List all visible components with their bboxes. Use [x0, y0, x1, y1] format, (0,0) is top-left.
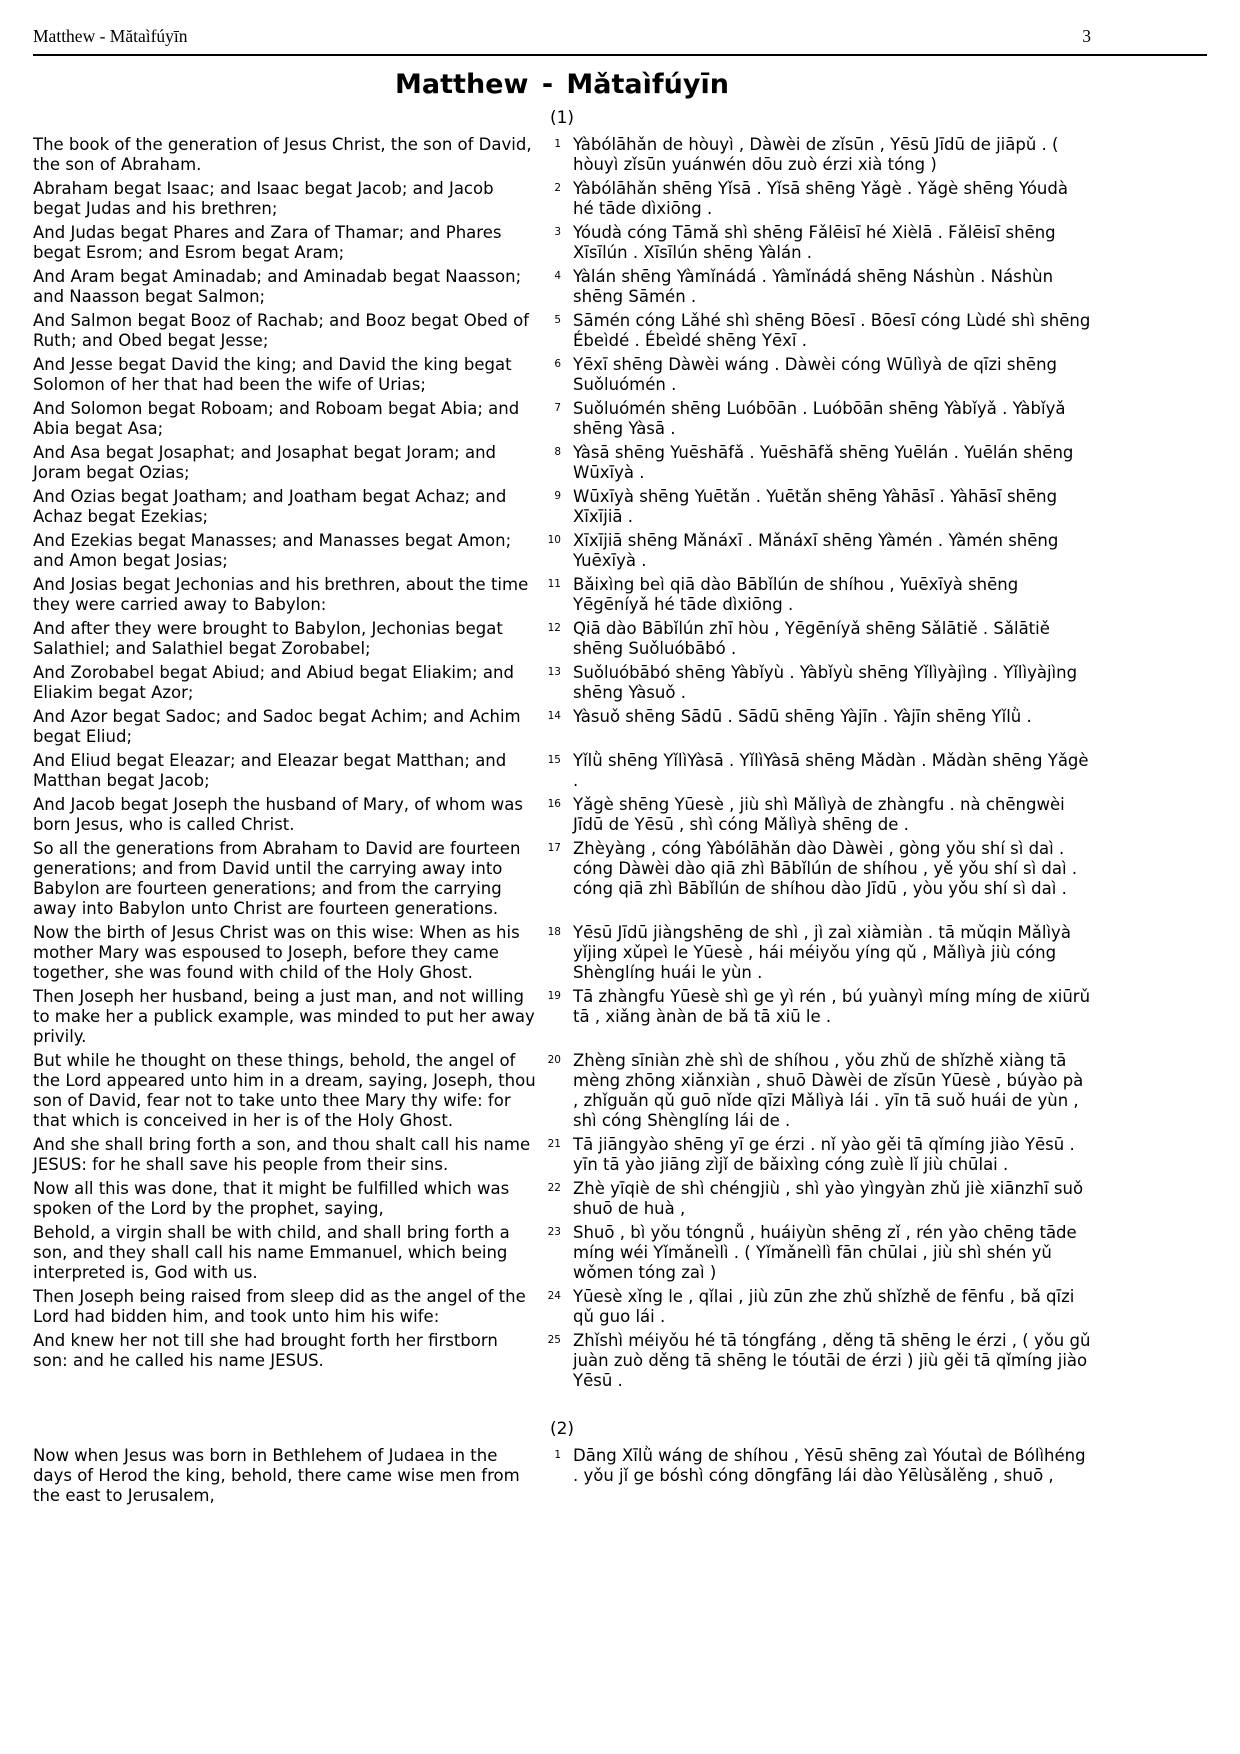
verse-text-pinyin: Yàsuǒ shēng Sādū . Sādū shēng Yàjīn . Yàjīn shēng Yǐlǜ .	[573, 707, 1032, 726]
verse-number: 2	[554, 182, 561, 194]
verse-number: 22	[547, 1182, 561, 1194]
verse-row	[33, 311, 1091, 351]
verse-row	[33, 795, 1091, 835]
verse-text-english: And Zorobabel begat Abiud; and Abiud begat Eliakim; and Eliakim begat Azor;	[33, 663, 514, 702]
chapter-marker: (2)	[549, 1419, 575, 1439]
chapter-marker: (1)	[549, 108, 575, 128]
verse-text-english: And Asa begat Josaphat; and Josaphat begat Joram; and Joram begat Ozias;	[33, 443, 497, 482]
verse-number: 12	[547, 622, 561, 634]
verse-text-english: And Ezekias begat Manasses; and Manasses begat Amon; and Amon begat Josias;	[33, 531, 512, 570]
verse-row	[33, 223, 1091, 263]
verse-text-english: And Aram begat Aminadab; and Aminadab begat Naasson; and Naasson begat Salmon;	[33, 267, 522, 306]
verse-number: 23	[547, 1226, 561, 1238]
verse-text-pinyin: Zhèyàng , cóng Yàbólāhǎn dào Dàwèi , gòng yǒu shí sì daì . cóng Dàwèi dào qiā zhì Bābǐlún de shíhou , yě yǒu shí sì daì . cóng qiā zhì Bābǐlún de shíhou dào Jīdū , yòu yǒu shí sì daì .	[573, 839, 1078, 898]
verse-text-pinyin: Yàlán shēng Yàmǐnádá . Yàmǐnádá shēng Náshùn . Náshùn shēng Sāmén .	[573, 267, 1054, 306]
verse-row	[33, 923, 1091, 983]
verse-row	[33, 663, 1091, 703]
verse-text-english: Behold, a virgin shall be with child, and shall bring forth a son, and they shall call his name Emmanuel, which being interpreted is, God with us.	[33, 1223, 510, 1282]
verse-number: 25	[547, 1334, 561, 1346]
verse-text-english: And Jacob begat Joseph the husband of Mary, of whom was born Jesus, who is called Christ.	[33, 795, 523, 834]
verse-text-english: Now when Jesus was born in Bethlehem of Judaea in the days of Herod the king, behold, there came wise men from the east to Jerusalem,	[33, 1446, 520, 1505]
verse-text-pinyin: Wūxīyà shēng Yuētǎn . Yuētǎn shēng Yàhāsī . Yàhāsī shēng Xīxījiā .	[573, 487, 1058, 526]
verse-row	[33, 1223, 1091, 1283]
verse-text-pinyin: Suǒluóbābó shēng Yàbǐyù . Yàbǐyù shēng Yǐlìyàjìng . Yǐlìyàjìng shēng Yàsuǒ .	[573, 663, 1078, 702]
verse-text-english: Then Joseph being raised from sleep did as the angel of the Lord had bidden him, and took unto him his wife:	[33, 1287, 526, 1326]
verse-row	[33, 531, 1091, 571]
page-title: Matthew - Mǎtaìfúyīn	[395, 69, 729, 100]
verse-text-pinyin: Zhè yīqiè de shì chéngjiù , shì yào yìngyàn zhǔ jiè xiānzhī suǒ shuō de huà ,	[573, 1179, 1084, 1218]
running-header	[33, 26, 1207, 56]
verse-number: 1	[554, 138, 561, 150]
running-title: Matthew - Mătaìfúyīn	[33, 26, 188, 46]
verse-text-pinyin: Suǒluómén shēng Luóbōān . Luóbōān shēng Yàbǐyǎ . Yàbǐyǎ shēng Yàsā .	[573, 399, 1066, 438]
verse-text-english: And Eliud begat Eleazar; and Eleazar begat Matthan; and Matthan begat Jacob;	[33, 751, 507, 790]
verse-text-pinyin: Yàbólāhǎn de hòuyì , Dàwèi de zǐsūn , Yēsū Jīdū de jiāpǔ . ( hòuyì zǐsūn yuánwén dōu zuò érzi xià tóng )	[573, 135, 1059, 174]
verse-text-english: And Azor begat Sadoc; and Sadoc begat Achim; and Achim begat Eliud;	[33, 707, 521, 746]
verse-text-pinyin: Xīxījiā shēng Mǎnáxī . Mǎnáxī shēng Yàmén . Yàmén shēng Yuēxīyà .	[573, 531, 1059, 570]
verse-row	[33, 487, 1091, 527]
verse-text-pinyin: Bǎixìng beì qiā dào Bābǐlún de shíhou , Yuēxīyà shēng Yēgēníyǎ hé tāde dìxiōng .	[573, 575, 1019, 614]
verse-text-pinyin: Shuō , bì yǒu tóngnǚ , huáiyùn shēng zǐ , rén yào chēng tāde míng wéi Yǐmǎneìlì . ( Yǐmǎneìlì fān chūlai , jiù shì shén yǔ wǒmen tóng zaì )	[573, 1223, 1077, 1282]
verse-number: 19	[547, 990, 561, 1002]
verse-text-english: Now the birth of Jesus Christ was on this wise: When as his mother Mary was espoused to Joseph, before they came together, she was found with child of the Holy Ghost.	[33, 923, 520, 982]
verse-text-english: And after they were brought to Babylon, Jechonias begat Salathiel; and Salathiel begat Zorobabel;	[33, 619, 503, 658]
verse-number: 5	[554, 314, 561, 326]
verse-row	[33, 575, 1091, 615]
verse-text-english: But while he thought on these things, behold, the angel of the Lord appeared unto him in a dream, saying, Joseph, thou son of David, fear not to take unto thee Mary thy wife: for that which is conceived in her is of the Holy Ghost.	[33, 1051, 536, 1130]
verse-row	[33, 355, 1091, 395]
verse-text-pinyin: Yēsū Jīdū jiàngshēng de shì , jì zaì xiàmiàn . tā mǔqin Mǎlìyà yǐjing xǔpeì le Yūesè , hái méiyǒu yíng qǔ , Mǎlìyà jiù cóng Shènglíng huái le yùn .	[573, 923, 1071, 982]
verse-text-english: And Solomon begat Roboam; and Roboam begat Abia; and Abia begat Asa;	[33, 399, 520, 438]
verse-row	[33, 707, 1091, 747]
verse-number: 11	[547, 578, 561, 590]
page-number: 3	[1082, 26, 1091, 46]
verse-row	[33, 1287, 1091, 1327]
running-header-row	[33, 26, 1091, 47]
verse-text-pinyin: Yēxī shēng Dàwèi wáng . Dàwèi cóng Wūlìyà de qīzi shēng Suǒluómén .	[573, 355, 1058, 394]
verses-container	[33, 108, 1207, 1506]
verse-text-english: Now all this was done, that it might be fulfilled which was spoken of the Lord by the prophet, saying,	[33, 1179, 510, 1218]
verse-text-pinyin: Yóudà cóng Tāmǎ shì shēng Fǎlēisī hé Xièlā . Fǎlēisī shēng Xīsīlún . Xīsīlún shēng Yàlán .	[573, 223, 1056, 262]
verse-row	[33, 135, 1091, 175]
verse-text-pinyin: Zhèng sīniàn zhè shì de shíhou , yǒu zhǔ de shǐzhě xiàng tā mèng zhōng xiǎnxiàn , shuō Dàwèi de zǐsūn Yūesè , búyào pà , zhǐguǎn qǔ guō nǐde qīzi Mǎlìyà lái . yīn tā suǒ huái de yùn , shì cóng Shènglíng lái de .	[573, 1051, 1084, 1130]
verse-row	[33, 1331, 1091, 1391]
verse-number: 7	[554, 402, 561, 414]
verse-text-english: And knew her not till she had brought forth her firstborn son: and he called his name JESUS.	[33, 1331, 498, 1370]
verse-number: 15	[547, 754, 561, 766]
verse-text-english: The book of the generation of Jesus Christ, the son of David, the son of Abraham.	[33, 135, 532, 174]
verse-text-english: And Judas begat Phares and Zara of Thamar; and Phares begat Esrom; and Esrom begat Aram;	[33, 223, 502, 262]
verse-row	[33, 1446, 1091, 1506]
verse-text-pinyin: Yàsā shēng Yuēshāfǎ . Yuēshāfǎ shēng Yuēlán . Yuēlán shēng Wūxīyà .	[573, 443, 1074, 482]
verse-number: 21	[547, 1138, 561, 1150]
verse-text-english: And Salmon begat Booz of Rachab; and Booz begat Obed of Ruth; and Obed begat Jesse;	[33, 311, 529, 350]
verse-text-english: And she shall bring forth a son, and thou shalt call his name JESUS: for he shall save his people from their sins.	[33, 1135, 531, 1174]
verse-text-english: And Josias begat Jechonias and his brethren, about the time they were carried away to Babylon:	[33, 575, 529, 614]
verse-number: 6	[554, 358, 561, 370]
verse-row	[33, 839, 1091, 919]
verse-text-pinyin: Qiā dào Bābǐlún zhī hòu , Yēgēníyǎ shēng Sǎlātiě . Sǎlātiě shēng Suǒluóbābó .	[573, 619, 1050, 658]
verse-row	[33, 267, 1091, 307]
verse-number: 10	[547, 534, 561, 546]
verse-text-pinyin: Dāng Xīlǜ wáng de shíhou , Yēsū shēng zaì Yóutaì de Bólìhéng . yǒu jǐ ge bóshì cóng dōngfāng lái dào Yēlùsǎlěng , shuō ,	[573, 1446, 1086, 1485]
verse-row	[33, 1051, 1091, 1131]
verse-text-pinyin: Zhǐshì méiyǒu hé tā tóngfáng , děng tā shēng le érzi , ( yǒu gǔ juàn zuò děng tā shēng le tóutāi de érzi ) jiù gěi tā qǐmíng jiào Yēsū .	[573, 1331, 1091, 1390]
verse-number: 4	[554, 270, 561, 282]
verse-number: 8	[554, 446, 561, 458]
verse-number: 16	[547, 798, 561, 810]
verse-number: 1	[554, 1449, 561, 1461]
verse-text-english: Abraham begat Isaac; and Isaac begat Jacob; and Jacob begat Judas and his brethren;	[33, 179, 494, 218]
verse-text-pinyin: Yūesè xǐng le , qǐlai , jiù zūn zhe zhǔ shǐzhě de fēnfu , bǎ qīzi qǔ guo lái .	[573, 1287, 1075, 1326]
verse-row	[33, 619, 1091, 659]
verse-text-pinyin: Yǐlǜ shēng YǐlìYàsā . YǐlìYàsā shēng Mǎdàn . Mǎdàn shēng Yǎgè .	[573, 751, 1089, 790]
verse-text-pinyin: Tā jiāngyào shēng yī ge érzi . nǐ yào gěi tā qǐmíng jiào Yēsū . yīn tā yào jiāng zìjǐ de bǎixìng cóng zuìè lǐ jiù chūlai .	[573, 1135, 1075, 1174]
verse-text-pinyin: Yàbólāhǎn shēng Yǐsā . Yǐsā shēng Yǎgè . Yǎgè shēng Yóudà hé tāde dìxiōng .	[573, 179, 1068, 218]
verse-number: 13	[547, 666, 561, 678]
verse-number: 18	[547, 926, 561, 938]
chapter-section	[33, 1419, 1207, 1506]
verse-text-pinyin: Yǎgè shēng Yūesè , jiù shì Mǎlìyà de zhàngfu . nà chēngwèi Jīdū de Yēsū , shì cóng Mǎlìyà shēng de .	[573, 795, 1065, 834]
verse-number: 20	[547, 1054, 561, 1066]
verse-text-english: So all the generations from Abraham to David are fourteen generations; and from David until the carrying away into Babylon are fourteen generations; and from the carrying away into Babylon unto Christ are fourteen generations.	[33, 839, 521, 918]
verse-text-english: And Jesse begat David the king; and David the king begat Solomon of her that had been the wife of Urias;	[33, 355, 512, 394]
verse-number: 3	[554, 226, 561, 238]
verse-row	[33, 399, 1091, 439]
verse-number: 14	[547, 710, 561, 722]
verse-text-english: Then Joseph her husband, being a just man, and not willing to make her a publick example, was minded to put her away privily.	[33, 987, 535, 1046]
verse-number: 17	[547, 842, 561, 854]
verse-row	[33, 987, 1091, 1047]
verse-text-pinyin: Tā zhàngfu Yūesè shì ge yì rén , bú yuànyì míng míng de xiūrǔ tā , xiǎng ànàn de bǎ tā xiū le .	[573, 987, 1091, 1026]
verse-row	[33, 1135, 1091, 1175]
verse-row	[33, 443, 1091, 483]
header-rule	[33, 54, 1207, 56]
verse-row	[33, 179, 1091, 219]
chapter-section	[33, 108, 1207, 1391]
verse-number: 9	[554, 490, 561, 502]
verse-text-pinyin: Sāmén cóng Lǎhé shì shēng Bōesī . Bōesī cóng Lùdé shì shēng Ébeìdé . Ébeìdé shēng Yēxī .	[573, 311, 1091, 350]
verse-row	[33, 1179, 1091, 1219]
verse-number: 24	[547, 1290, 561, 1302]
verse-text-english: And Ozias begat Joatham; and Joatham begat Achaz; and Achaz begat Ezekias;	[33, 487, 507, 526]
verse-row	[33, 751, 1091, 791]
